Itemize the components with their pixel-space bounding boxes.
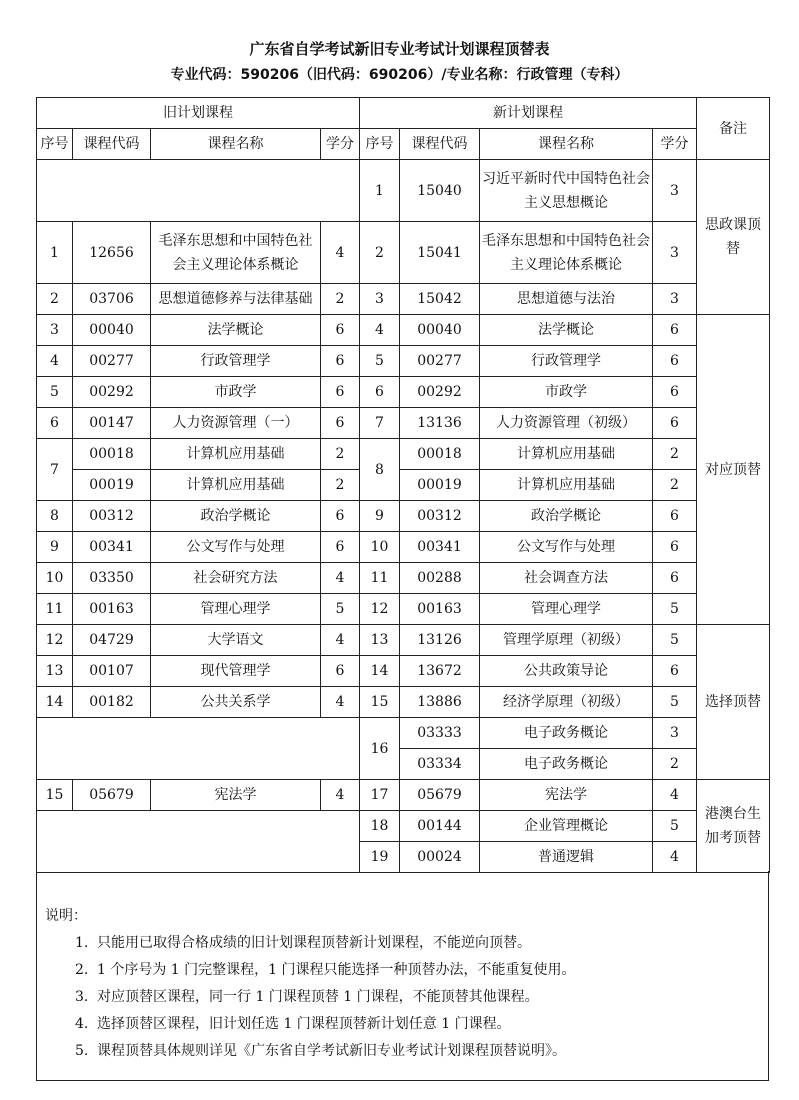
table-row — [37, 284, 770, 315]
old-seq: 4 — [37, 346, 73, 377]
new-code: 15041 — [400, 222, 480, 284]
old-credit: 6 — [321, 408, 360, 439]
col-header: 学分 — [653, 129, 697, 160]
new-seq: 7 — [360, 408, 400, 439]
new-code: 13886 — [400, 687, 480, 718]
remark-cell: 港澳台生加考顶替 — [697, 780, 770, 873]
old-blank-cell — [37, 718, 360, 780]
page-subtitle: 专业代码：590206（旧代码：690206）/专业名称：行政管理（专科） — [170, 67, 629, 83]
old-seq: 1 — [37, 222, 73, 284]
old-seq: 2 — [37, 284, 73, 315]
old-code: 00341 — [73, 532, 151, 563]
new-seq: 3 — [360, 284, 400, 315]
table-row — [37, 160, 770, 222]
old-code: 00182 — [73, 687, 151, 718]
new-credit: 4 — [653, 842, 697, 873]
old-code: 00147 — [73, 408, 151, 439]
new-course-name: 人力资源管理（初级） — [480, 408, 653, 439]
old-credit: 2 — [321, 439, 360, 470]
table-row — [37, 439, 770, 470]
note-number: 3. — [75, 989, 89, 1005]
old-seq: 8 — [37, 501, 73, 532]
new-seq: 11 — [360, 563, 400, 594]
old-code: 12656 — [73, 222, 151, 284]
note-number: 5. — [75, 1043, 89, 1059]
col-header: 课程名称 — [151, 129, 321, 160]
note-item — [75, 986, 539, 1006]
new-credit: 6 — [653, 656, 697, 687]
new-seq: 15 — [360, 687, 400, 718]
new-code: 00024 — [400, 842, 480, 873]
old-code: 00277 — [73, 346, 151, 377]
new-course-name: 市政学 — [480, 377, 653, 408]
new-credit: 6 — [653, 501, 697, 532]
old-course-name: 宪法学 — [151, 780, 321, 811]
old-seq: 5 — [37, 377, 73, 408]
new-code: 15042 — [400, 284, 480, 315]
new-credit: 6 — [653, 408, 697, 439]
new-code: 00312 — [400, 501, 480, 532]
table-row — [37, 222, 770, 284]
old-credit: 4 — [321, 222, 360, 284]
table-row — [37, 687, 770, 718]
old-course-name: 法学概论 — [151, 315, 321, 346]
old-course-name: 计算机应用基础 — [151, 439, 321, 470]
new-credit: 3 — [653, 222, 697, 284]
old-seq: 10 — [37, 563, 73, 594]
new-code: 00144 — [400, 811, 480, 842]
new-code: 00040 — [400, 315, 480, 346]
old-blank-cell — [37, 811, 360, 873]
table-row — [37, 501, 770, 532]
old-code: 00019 — [73, 470, 151, 501]
old-seq: 14 — [37, 687, 73, 718]
new-seq: 18 — [360, 811, 400, 842]
old-seq: 15 — [37, 780, 73, 811]
table-row — [37, 563, 770, 594]
new-plan-header: 新计划课程 — [360, 98, 697, 129]
new-course-name: 法学概论 — [480, 315, 653, 346]
notes-section — [36, 871, 769, 1081]
new-credit: 2 — [653, 470, 697, 501]
table-row — [37, 594, 770, 625]
table-row — [37, 470, 770, 501]
old-credit: 4 — [321, 563, 360, 594]
new-credit: 6 — [653, 377, 697, 408]
new-seq: 19 — [360, 842, 400, 873]
old-code: 00292 — [73, 377, 151, 408]
new-seq: 14 — [360, 656, 400, 687]
old-credit: 6 — [321, 532, 360, 563]
new-seq: 4 — [360, 315, 400, 346]
new-seq: 6 — [360, 377, 400, 408]
old-seq: 3 — [37, 315, 73, 346]
new-code: 00292 — [400, 377, 480, 408]
note-text: 对应顶替区课程，同一行 1 门课程顶替 1 门课程，不能顶替其他课程。 — [97, 989, 539, 1005]
old-course-name: 政治学概论 — [151, 501, 321, 532]
col-header: 课程名称 — [480, 129, 653, 160]
old-code: 00312 — [73, 501, 151, 532]
old-course-name: 公共关系学 — [151, 687, 321, 718]
new-credit: 3 — [653, 284, 697, 315]
table-row — [37, 377, 770, 408]
table-row — [37, 408, 770, 439]
new-course-name: 社会调查方法 — [480, 563, 653, 594]
new-course-name: 企业管理概论 — [480, 811, 653, 842]
old-code: 00163 — [73, 594, 151, 625]
new-credit: 2 — [653, 749, 697, 780]
old-course-name: 人力资源管理（一） — [151, 408, 321, 439]
old-seq: 7 — [37, 439, 73, 501]
note-item — [75, 959, 576, 979]
old-plan-header: 旧计划课程 — [37, 98, 360, 129]
new-code: 05679 — [400, 780, 480, 811]
old-course-name: 市政学 — [151, 377, 321, 408]
table-row — [37, 718, 770, 749]
remark-header: 备注 — [697, 98, 770, 160]
old-code: 03350 — [73, 563, 151, 594]
note-number: 1. — [75, 935, 89, 951]
old-course-name: 行政管理学 — [151, 346, 321, 377]
old-code: 05679 — [73, 780, 151, 811]
new-code: 03334 — [400, 749, 480, 780]
new-seq: 17 — [360, 780, 400, 811]
old-credit: 2 — [321, 284, 360, 315]
new-seq: 8 — [360, 439, 400, 501]
table-row — [37, 780, 770, 811]
new-seq: 1 — [360, 160, 400, 222]
new-credit: 3 — [653, 160, 697, 222]
col-header: 序号 — [37, 129, 73, 160]
old-credit: 6 — [321, 377, 360, 408]
old-code: 00040 — [73, 315, 151, 346]
old-blank-cell — [37, 160, 360, 222]
table-row — [37, 811, 770, 842]
new-course-name: 政治学概论 — [480, 501, 653, 532]
old-credit: 4 — [321, 780, 360, 811]
table-row — [37, 315, 770, 346]
note-number: 4. — [75, 1016, 89, 1032]
course-replacement-table — [36, 97, 770, 873]
new-code: 03333 — [400, 718, 480, 749]
new-credit: 5 — [653, 594, 697, 625]
old-course-name: 公文写作与处理 — [151, 532, 321, 563]
new-code: 13672 — [400, 656, 480, 687]
new-credit: 5 — [653, 625, 697, 656]
new-course-name: 公文写作与处理 — [480, 532, 653, 563]
old-seq: 6 — [37, 408, 73, 439]
new-code: 13126 — [400, 625, 480, 656]
table-row — [37, 346, 770, 377]
new-seq: 10 — [360, 532, 400, 563]
new-course-name: 经济学原理（初级） — [480, 687, 653, 718]
new-course-name: 计算机应用基础 — [480, 439, 653, 470]
old-code: 00018 — [73, 439, 151, 470]
old-credit: 6 — [321, 346, 360, 377]
new-credit: 5 — [653, 687, 697, 718]
new-credit: 6 — [653, 532, 697, 563]
new-seq: 13 — [360, 625, 400, 656]
old-code: 00107 — [73, 656, 151, 687]
new-code: 00018 — [400, 439, 480, 470]
new-course-name: 思想道德与法治 — [480, 284, 653, 315]
new-credit: 3 — [653, 718, 697, 749]
new-course-name: 行政管理学 — [480, 346, 653, 377]
new-seq: 16 — [360, 718, 400, 780]
remark-cell: 选择顶替 — [697, 625, 770, 780]
old-credit: 4 — [321, 625, 360, 656]
new-credit: 5 — [653, 811, 697, 842]
old-seq: 9 — [37, 532, 73, 563]
old-credit: 6 — [321, 315, 360, 346]
note-number: 2. — [75, 962, 89, 978]
col-header: 课程代码 — [73, 129, 151, 160]
new-seq: 12 — [360, 594, 400, 625]
new-code: 13136 — [400, 408, 480, 439]
new-course-name: 宪法学 — [480, 780, 653, 811]
old-course-name: 思想道德修养与法律基础 — [151, 284, 321, 315]
old-course-name: 社会研究方法 — [151, 563, 321, 594]
new-credit: 6 — [653, 563, 697, 594]
page-title: 广东省自学考试新旧专业考试计划课程顶替表 — [249, 40, 550, 58]
note-text: 只能用已取得合格成绩的旧计划课程顶替新计划课程，不能逆向顶替。 — [97, 935, 531, 951]
new-code: 15040 — [400, 160, 480, 222]
notes-heading: 说明： — [45, 908, 87, 924]
new-seq: 5 — [360, 346, 400, 377]
table-row — [37, 625, 770, 656]
note-text: 课程顶替具体规则详见《广东省自学考试新旧专业考试计划课程顶替说明》。 — [97, 1043, 566, 1059]
old-seq: 12 — [37, 625, 73, 656]
old-credit: 2 — [321, 470, 360, 501]
new-code: 00019 — [400, 470, 480, 501]
new-credit: 2 — [653, 439, 697, 470]
old-code: 04729 — [73, 625, 151, 656]
old-seq: 13 — [37, 656, 73, 687]
old-credit: 6 — [321, 501, 360, 532]
note-text: 1 个序号为 1 门完整课程，1 门课程只能选择一种顶替办法，不能重复使用。 — [97, 962, 576, 978]
new-course-name: 普通逻辑 — [480, 842, 653, 873]
new-course-name: 计算机应用基础 — [480, 470, 653, 501]
new-course-name: 毛泽东思想和中国特色社会主义理论体系概论 — [480, 222, 653, 284]
note-item — [75, 932, 531, 952]
note-text: 选择顶替区课程，旧计划任选 1 门课程顶替新计划任意 1 门课程。 — [97, 1016, 511, 1032]
remark-cell: 思政课顶替 — [697, 160, 770, 315]
col-header: 学分 — [321, 129, 360, 160]
new-course-name: 电子政务概论 — [480, 718, 653, 749]
col-header: 序号 — [360, 129, 400, 160]
old-credit: 6 — [321, 656, 360, 687]
new-course-name: 电子政务概论 — [480, 749, 653, 780]
new-credit: 4 — [653, 780, 697, 811]
old-credit: 4 — [321, 687, 360, 718]
table-row — [37, 656, 770, 687]
table-row — [37, 532, 770, 563]
old-course-name: 现代管理学 — [151, 656, 321, 687]
col-header: 课程代码 — [400, 129, 480, 160]
new-code: 00277 — [400, 346, 480, 377]
new-code: 00163 — [400, 594, 480, 625]
new-seq: 2 — [360, 222, 400, 284]
note-item — [75, 1013, 511, 1033]
new-seq: 9 — [360, 501, 400, 532]
new-credit: 6 — [653, 346, 697, 377]
new-credit: 6 — [653, 315, 697, 346]
new-code: 00288 — [400, 563, 480, 594]
new-course-name: 公共政策导论 — [480, 656, 653, 687]
old-course-name: 毛泽东思想和中国特色社会主义理论体系概论 — [151, 222, 321, 284]
new-course-name: 管理心理学 — [480, 594, 653, 625]
note-item — [75, 1040, 566, 1060]
old-course-name: 大学语文 — [151, 625, 321, 656]
remark-cell: 对应顶替 — [697, 315, 770, 625]
new-course-name: 管理学原理（初级） — [480, 625, 653, 656]
old-code: 03706 — [73, 284, 151, 315]
new-code: 00341 — [400, 532, 480, 563]
old-course-name: 管理心理学 — [151, 594, 321, 625]
old-credit: 5 — [321, 594, 360, 625]
old-seq: 11 — [37, 594, 73, 625]
old-course-name: 计算机应用基础 — [151, 470, 321, 501]
new-course-name: 习近平新时代中国特色社会主义思想概论 — [480, 160, 653, 222]
